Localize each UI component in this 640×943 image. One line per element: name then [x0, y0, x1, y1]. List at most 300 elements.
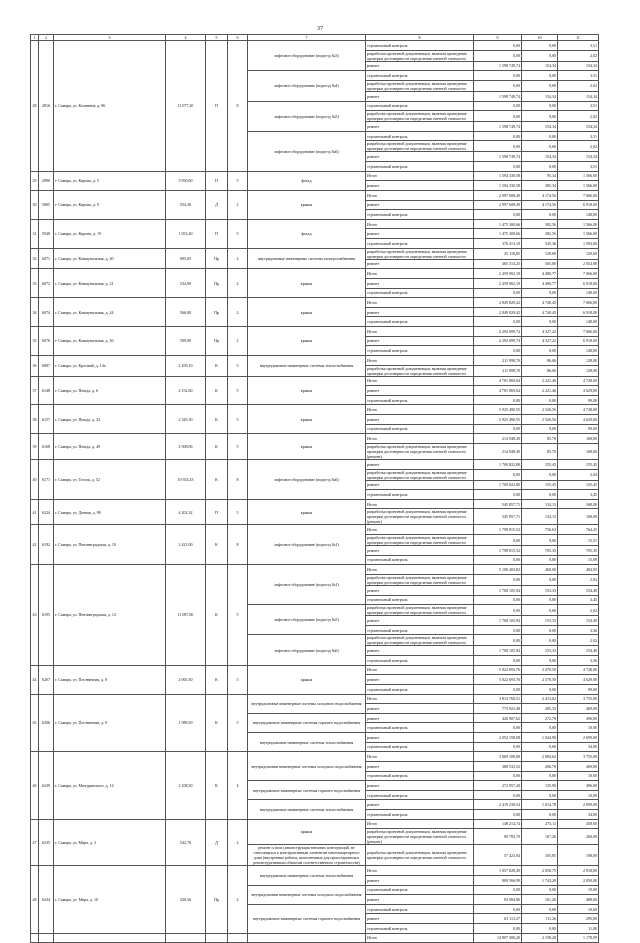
service-description: Итого — [366, 405, 474, 415]
cost-value: 0,00 — [474, 904, 522, 914]
work-type: крыша — [248, 269, 366, 298]
service-description: строительный контроль — [366, 71, 474, 81]
cost-value: 2 849 829,42 — [474, 298, 522, 308]
cost-value: 2 052 158,08 — [474, 733, 522, 743]
table-row — [31, 376, 599, 386]
limit-cost-value: 168,00 — [558, 509, 599, 525]
service-description: Итого — [366, 752, 474, 762]
work-type: крыша — [248, 376, 366, 405]
cost-value: 2 459 902,19 — [474, 278, 522, 288]
service-description: ремонт — [366, 200, 474, 210]
cost-value: 1 700 822,80 — [474, 480, 522, 490]
column-number: 2 — [39, 35, 54, 41]
service-description: ремонт — [366, 646, 474, 656]
cost-value: 0,00 — [474, 810, 522, 820]
row-number: 29 — [31, 171, 39, 190]
house-address: г. Самара, ул. Мира, д. 2 — [54, 819, 166, 866]
cost-value: 0,00 — [474, 635, 522, 646]
cost-value: 1 475 300,66 — [474, 219, 522, 229]
floor-count: 2 — [228, 819, 248, 866]
limit-cost-value: 1 566,00 — [558, 219, 599, 229]
work-type: внутридомовые инженерные системы холодного водоснабжения — [248, 885, 366, 904]
unit-cost-value: 0,00 — [522, 924, 558, 934]
cost-value: 1 798 815,52 — [474, 546, 522, 556]
unit-cost-value: 0,00 — [522, 625, 558, 635]
service-description: ремонт — [366, 616, 474, 626]
row-number: 35 — [31, 327, 39, 356]
cost-value: 0,00 — [474, 723, 522, 733]
service-description: ремонт — [366, 61, 474, 71]
limit-cost-value: 3,51 — [558, 162, 599, 172]
work-type: лифтовое оборудование (подъезд №1) — [248, 565, 366, 605]
limit-cost-value: 3 755,00 — [558, 752, 599, 762]
floor-count: 8 — [228, 525, 248, 565]
unit-cost-value: 4 490,77 — [522, 269, 558, 279]
service-description: ремонт — [366, 259, 474, 269]
unit-cost-value: 382,56 — [522, 229, 558, 239]
limit-cost-value: 496,00 — [558, 781, 599, 791]
service-description: Итого — [366, 298, 474, 308]
unit-cost-value: 86,06 — [522, 365, 558, 376]
cost-value: 1 700 822,80 — [474, 459, 522, 469]
cost-value: 0,00 — [474, 469, 522, 480]
cost-value: 211 998,70 — [474, 365, 522, 376]
unit-cost-value: 0,00 — [522, 684, 558, 694]
cost-value: 1 598 749,74 — [474, 122, 522, 132]
limit-cost-value: 3,36 — [558, 656, 599, 666]
row-number: 39 — [31, 434, 39, 460]
limit-cost-value: 3,45 — [558, 595, 599, 605]
unit-cost-value: 0,00 — [522, 555, 558, 565]
cost-value: 4 781 869,04 — [474, 386, 522, 396]
cost-value: 1 598 749,74 — [474, 61, 522, 71]
unit-cost-value: 0,00 — [522, 595, 558, 605]
table-row — [31, 819, 599, 829]
service-description: ремонт — [366, 278, 474, 288]
limit-cost-value: 2,02 — [558, 80, 599, 91]
house-area: 534,90 — [166, 269, 206, 298]
unit-cost-value: 0,00 — [522, 101, 558, 111]
house-id: 2816 — [39, 41, 54, 172]
limit-cost-value: 764,25 — [558, 525, 599, 535]
cost-value: 0,00 — [474, 656, 522, 666]
column-number: 4 — [166, 35, 206, 41]
service-description: ремонт — [366, 713, 474, 723]
house-category: К — [206, 376, 228, 405]
work-type: лифтовое оборудование (подъезд №6) — [248, 131, 366, 171]
cost-value: 211 998,70 — [474, 355, 522, 365]
floor-count: 5 — [228, 694, 248, 752]
unit-cost-value: 2 470,50 — [522, 665, 558, 675]
limit-cost-value: 2,04 — [558, 469, 599, 480]
unit-cost-value: 2 158,28 — [522, 933, 558, 943]
limit-cost-value: 1 178,09 — [558, 933, 599, 943]
unit-cost-value: 155,45 — [522, 480, 558, 490]
floor-count — [228, 933, 248, 943]
floor-count: 2 — [228, 866, 248, 933]
limit-cost-value: 4 629,00 — [558, 415, 599, 425]
cost-value: 2 292 099,74 — [474, 336, 522, 346]
floor-count: 5 — [228, 434, 248, 460]
unit-cost-value: 2 050,75 — [522, 866, 558, 876]
work-type: лифтовое оборудование (подъезд №5) — [248, 605, 366, 635]
row-number: 34 — [31, 298, 39, 327]
limit-cost-value: 2 918,00 — [558, 866, 599, 876]
house-area: 4 201,32 — [166, 499, 206, 525]
table-row — [31, 434, 599, 444]
house-area: 695,65 — [166, 248, 206, 269]
row-number: 28 — [31, 41, 39, 172]
cost-value: 5 022 693,76 — [474, 675, 522, 685]
limit-cost-value: 2,02 — [558, 635, 599, 646]
unit-cost-value: 2 526,56 — [522, 415, 558, 425]
unit-cost-value: 153,33 — [522, 646, 558, 656]
house-address: г. Самара, ул. Дачная, д. 98 — [54, 499, 166, 525]
service-description: разработка проектной документации, включая проведение проверки достоверности определения сметной стоимости — [366, 469, 474, 480]
unit-cost-value: 0,00 — [522, 885, 558, 895]
house-category: К — [206, 405, 228, 434]
unit-cost-value: 0,00 — [522, 490, 558, 500]
house-id: 6207 — [39, 665, 54, 694]
unit-cost-value: 135,90 — [522, 781, 558, 791]
house-category: Пр — [206, 248, 228, 269]
unit-cost-value: 4 174,56 — [522, 200, 558, 210]
service-description: строительный контроль — [366, 885, 474, 895]
unit-cost-value: 85,70 — [522, 434, 558, 444]
service-description: Итого — [366, 355, 474, 365]
unit-cost-value: 154,34 — [522, 91, 558, 101]
house-address: г. Самара, ул. Пешда, д. 32 — [54, 405, 166, 434]
cost-value: 1 700 105,94 — [474, 646, 522, 656]
row-number: 48 — [31, 866, 39, 933]
limit-cost-value: 1 566,00 — [558, 181, 599, 191]
service-description: ремонт — [366, 480, 474, 490]
service-description: строительный контроль — [366, 810, 474, 820]
service-description: строительный контроль — [366, 239, 474, 249]
limit-cost-value: 3,51 — [558, 131, 599, 141]
service-description: Итого — [366, 434, 474, 444]
house-category: К — [206, 525, 228, 565]
house-address: г. Самара, ул. Пензинградская, д. 12 — [54, 565, 166, 665]
house-category: Д — [206, 190, 228, 219]
house-category: К — [206, 694, 228, 752]
limit-cost-value: 154,34 — [558, 61, 599, 71]
limit-cost-value: 2 050,00 — [558, 875, 599, 885]
service-description: ремонт — [366, 875, 474, 885]
floor-count: 2 — [228, 327, 248, 356]
limit-cost-value: 154,34 — [558, 122, 599, 132]
column-number: 8 — [366, 35, 474, 41]
unit-cost-value: 2 084,62 — [522, 752, 558, 762]
cost-value: 148 214,74 — [474, 819, 522, 829]
service-description: Итого — [366, 665, 474, 675]
floor-count: 5 — [228, 376, 248, 405]
unit-cost-value: 4 490,77 — [522, 278, 558, 288]
unit-cost-value: 0,00 — [522, 346, 558, 356]
cost-value: 63 113,27 — [474, 914, 522, 924]
service-description: разработка проектной документации, включая проведение проверки достоверности определения сметной стоимости — [366, 535, 474, 546]
floor-count: 8 — [228, 41, 248, 172]
unit-cost-value: 0,00 — [522, 742, 558, 752]
service-description: ремонт — [366, 122, 474, 132]
service-description: Итого — [366, 376, 474, 386]
work-type: лифтовое оборудование (подъезд №1) — [248, 525, 366, 565]
floor-count: 5 — [228, 565, 248, 665]
table-row — [31, 248, 599, 259]
service-description: Итого — [366, 819, 474, 829]
cost-value: 376 413,10 — [474, 239, 522, 249]
floor-count: 5 — [228, 665, 248, 694]
limit-cost-value: 3,51 — [558, 41, 599, 51]
work-type: лифтовое оборудование (подъезд №5) — [248, 101, 366, 131]
cost-value: 1 598 749,74 — [474, 152, 522, 162]
house-area: 1 989,50 — [166, 694, 206, 752]
house-address: г. Самара, ул. Коммунальная, д. 21 — [54, 269, 166, 298]
cost-value: 0,00 — [474, 771, 522, 781]
table-row — [31, 327, 599, 337]
house-address: г. Самара, ул. Калинина, д. 86 — [54, 41, 166, 172]
limit-cost-value: 6 918,00 — [558, 200, 599, 210]
column-number: 10 — [522, 35, 558, 41]
table-row — [31, 459, 599, 469]
work-type: крыша — [248, 298, 366, 327]
cost-value: 0,00 — [474, 346, 522, 356]
unit-cost-value: 0,00 — [522, 535, 558, 546]
cost-value: 3 069 100,08 — [474, 752, 522, 762]
house-area: 2 421,00 — [166, 525, 206, 565]
service-description: строительный контроль — [366, 101, 474, 111]
service-description: строительный контроль — [366, 625, 474, 635]
cost-value: 773 923,48 — [474, 704, 522, 714]
service-description: строительный контроль — [366, 771, 474, 781]
house-area: 3 950,60 — [166, 171, 206, 190]
unit-cost-value: 382,56 — [522, 219, 558, 229]
limit-cost-value: 4 728,00 — [558, 376, 599, 386]
row-number: 33 — [31, 269, 39, 298]
service-description: строительный контроль — [366, 41, 474, 51]
column-number: 11 — [558, 35, 599, 41]
floor-count: 8 — [228, 459, 248, 499]
cost-value: 1 700 105,94 — [474, 585, 522, 595]
row-number: 43 — [31, 565, 39, 665]
house-category: П — [206, 219, 228, 248]
floor-count: 2 — [228, 298, 248, 327]
house-category: П — [206, 41, 228, 172]
limit-cost-value: 2,02 — [558, 111, 599, 122]
work-type: внутридомовые инженерные системы теплоснабжения — [248, 800, 366, 819]
limit-cost-value: 2 699,00 — [558, 800, 599, 810]
house-address: г. Самара, ул. Красный, д. 14а — [54, 355, 166, 376]
unit-cost-value: 0,00 — [522, 288, 558, 298]
service-description: разработка проектной документации, включая проведение проверки достоверности определения сметной стоимости — [366, 574, 474, 585]
service-description: разработка проектной документации, включая проведение проверки достоверности определения сметной стоимости (ремонт) — [366, 509, 474, 525]
limit-cost-value: 154,34 — [558, 152, 599, 162]
cost-value: 0,00 — [474, 790, 522, 800]
house-category: Пр — [206, 269, 228, 298]
service-description: ремонт — [366, 91, 474, 101]
service-description: Итого — [366, 866, 474, 876]
cost-value: 90 783,70 — [474, 829, 522, 845]
row-number: 37 — [31, 376, 39, 405]
unit-cost-value: 154,34 — [522, 152, 558, 162]
work-type: внутридомовые инженерные системы горячего водоснабжения — [248, 781, 366, 800]
unit-cost-value: 1 044,90 — [522, 733, 558, 743]
limit-cost-value: 148,00 — [558, 288, 599, 298]
house-id: 6076 — [39, 327, 54, 356]
table-row — [31, 525, 599, 535]
unit-cost-value: 0,00 — [522, 131, 558, 141]
service-description: Итого — [366, 525, 474, 535]
service-description: разработка проектной документации, включая проведение проверки достоверности определения сметной стоимости (ремонт) — [366, 829, 474, 845]
unit-cost-value: 105,85 — [522, 845, 558, 866]
house-area: 542,76 — [166, 819, 206, 866]
row-number: 45 — [31, 694, 39, 752]
cost-value: 1 057 828,49 — [474, 866, 522, 876]
unit-cost-value: 0,00 — [522, 317, 558, 327]
table-row — [31, 269, 599, 279]
house-address: г. Самара, ул. Плотничная, д. 8 — [54, 665, 166, 694]
service-description: ремонт — [366, 546, 474, 556]
table-row — [31, 41, 599, 51]
service-description: строительный контроль — [366, 210, 474, 220]
unit-cost-value: 4 327,22 — [522, 327, 558, 337]
floor-count: 5 — [228, 219, 248, 248]
service-description: строительный контроль — [366, 317, 474, 327]
unit-cost-value: 0,00 — [522, 723, 558, 733]
cost-value: 2 997 608,49 — [474, 200, 522, 210]
limit-cost-value: 6 918,00 — [558, 336, 599, 346]
unit-cost-value: 272,79 — [522, 713, 558, 723]
cost-value: 5 925 490,55 — [474, 405, 522, 415]
house-address: г. Самара, ул. Коммунальная, д. 24 — [54, 298, 166, 327]
row-number: 42 — [31, 525, 39, 565]
cost-value: 0,00 — [474, 101, 522, 111]
cost-value: 1 594 330,58 — [474, 171, 522, 181]
cost-value: 2 997 608,49 — [474, 190, 522, 200]
cost-value: 3 813 760,51 — [474, 694, 522, 704]
unit-cost-value: 0,00 — [522, 469, 558, 480]
work-type: лифтовое оборудование (подъезд №3) — [248, 41, 366, 71]
unit-cost-value: 95,34 — [522, 171, 558, 181]
house-area — [166, 933, 206, 943]
cost-value: 0,00 — [474, 71, 522, 81]
house-area: 11 077,20 — [166, 41, 206, 172]
house-id: 6224 — [39, 499, 54, 525]
service-description: строительный контроль — [366, 490, 474, 500]
unit-cost-value: 134,13 — [522, 499, 558, 509]
limit-cost-value: 260,00 — [558, 829, 599, 845]
cost-value: 0,00 — [474, 141, 522, 152]
limit-cost-value: 2 054,00 — [558, 259, 599, 269]
service-description: ремонт — [366, 415, 474, 425]
limit-cost-value: 7 066,00 — [558, 190, 599, 200]
unit-cost-value: 154,34 — [522, 122, 558, 132]
service-description: ремонт — [366, 895, 474, 905]
unit-cost-value: 273,11 — [522, 819, 558, 829]
house-address: г. Самара, ул. Пешда, д. 49 — [54, 434, 166, 460]
limit-cost-value: 2,02 — [558, 50, 599, 61]
unit-cost-value: 0,00 — [522, 771, 558, 781]
cost-value: 57 423,04 — [474, 845, 522, 866]
unit-cost-value: 460,00 — [522, 565, 558, 575]
table-row — [31, 565, 599, 575]
unit-cost-value: 0,00 — [522, 41, 558, 51]
limit-cost-value: 3,45 — [558, 490, 599, 500]
cost-value: 0,00 — [474, 162, 522, 172]
row-number: 30 — [31, 190, 39, 219]
house-id: 6244 — [39, 866, 54, 933]
service-description: строительный контроль — [366, 346, 474, 356]
cost-value: 1 475 300,66 — [474, 229, 522, 239]
cost-value: 0,00 — [474, 535, 522, 546]
limit-cost-value: 496,00 — [558, 713, 599, 723]
floor-count: 5 — [228, 171, 248, 190]
cost-value: 0,00 — [474, 684, 522, 694]
service-description: ремонт — [366, 761, 474, 771]
unit-cost-value: 153,33 — [522, 616, 558, 626]
service-description: строительный контроль — [366, 790, 474, 800]
house-category: Пр — [206, 298, 228, 327]
cost-value: 0,00 — [474, 595, 522, 605]
unit-cost-value: 2 526,56 — [522, 405, 558, 415]
unit-cost-value: 545,36 — [522, 239, 558, 249]
house-address: г. Самара, ул. Коммунальная, д. 20 — [54, 248, 166, 269]
house-area: 10 923,43 — [166, 459, 206, 499]
cost-value: 0,00 — [474, 80, 522, 91]
cost-value: 1 700 105,94 — [474, 616, 522, 626]
floor-count: 4 — [228, 752, 248, 819]
unit-cost-value: 4 327,22 — [522, 336, 558, 346]
limit-cost-value: 4 629,00 — [558, 675, 599, 685]
limit-cost-value: 705,35 — [558, 546, 599, 556]
work-type: внутридомовые инженерные системы электроснабжения — [248, 248, 366, 269]
limit-cost-value: 7 066,00 — [558, 298, 599, 308]
cost-value: 5 022 693,76 — [474, 665, 522, 675]
work-type: внутридомовые инженерные системы теплоснабжения — [248, 733, 366, 752]
row-number: 38 — [31, 405, 39, 434]
service-description: ремонт — [366, 229, 474, 239]
service-description: ремонт — [366, 307, 474, 317]
unit-cost-value: 111,26 — [522, 914, 558, 924]
limit-cost-value: 3,36 — [558, 625, 599, 635]
row-number: 32 — [31, 248, 39, 269]
house-area: 11 087,60 — [166, 565, 206, 665]
unit-cost-value: 167,26 — [522, 829, 558, 845]
service-description: разработка проектной документации, включая проведение проверки достоверности определения сметной стоимости — [366, 111, 474, 122]
table-row — [31, 866, 599, 876]
service-description: ремонт — [366, 704, 474, 714]
house-address: г. Самара, ул. Кирова, д. 9 — [54, 190, 166, 219]
limit-cost-value: 458,00 — [558, 819, 599, 829]
limit-cost-value: 469,00 — [558, 704, 599, 714]
cost-value: 909 566,99 — [474, 875, 522, 885]
unit-cost-value: 0,00 — [522, 395, 558, 405]
house-category: К — [206, 752, 228, 819]
house-address: г. Самара, ул. Гоголя, д. 52 — [54, 459, 166, 499]
limit-cost-value: 295,00 — [558, 914, 599, 924]
limit-cost-value: 155,45 — [558, 480, 599, 490]
unit-cost-value: 0,00 — [522, 656, 558, 666]
service-description: Итого — [366, 269, 474, 279]
service-description: строительный контроль — [366, 595, 474, 605]
house-area: 2 345,30 — [166, 405, 206, 434]
work-type: лифтовое оборудование (подъезд №4) — [248, 71, 366, 101]
limit-cost-value: 154,40 — [558, 646, 599, 656]
limit-cost-value: 488,00 — [558, 895, 599, 905]
house-category: К — [206, 459, 228, 499]
cost-value: 214 948,49 — [474, 443, 522, 459]
work-type: крыша — [248, 405, 366, 434]
